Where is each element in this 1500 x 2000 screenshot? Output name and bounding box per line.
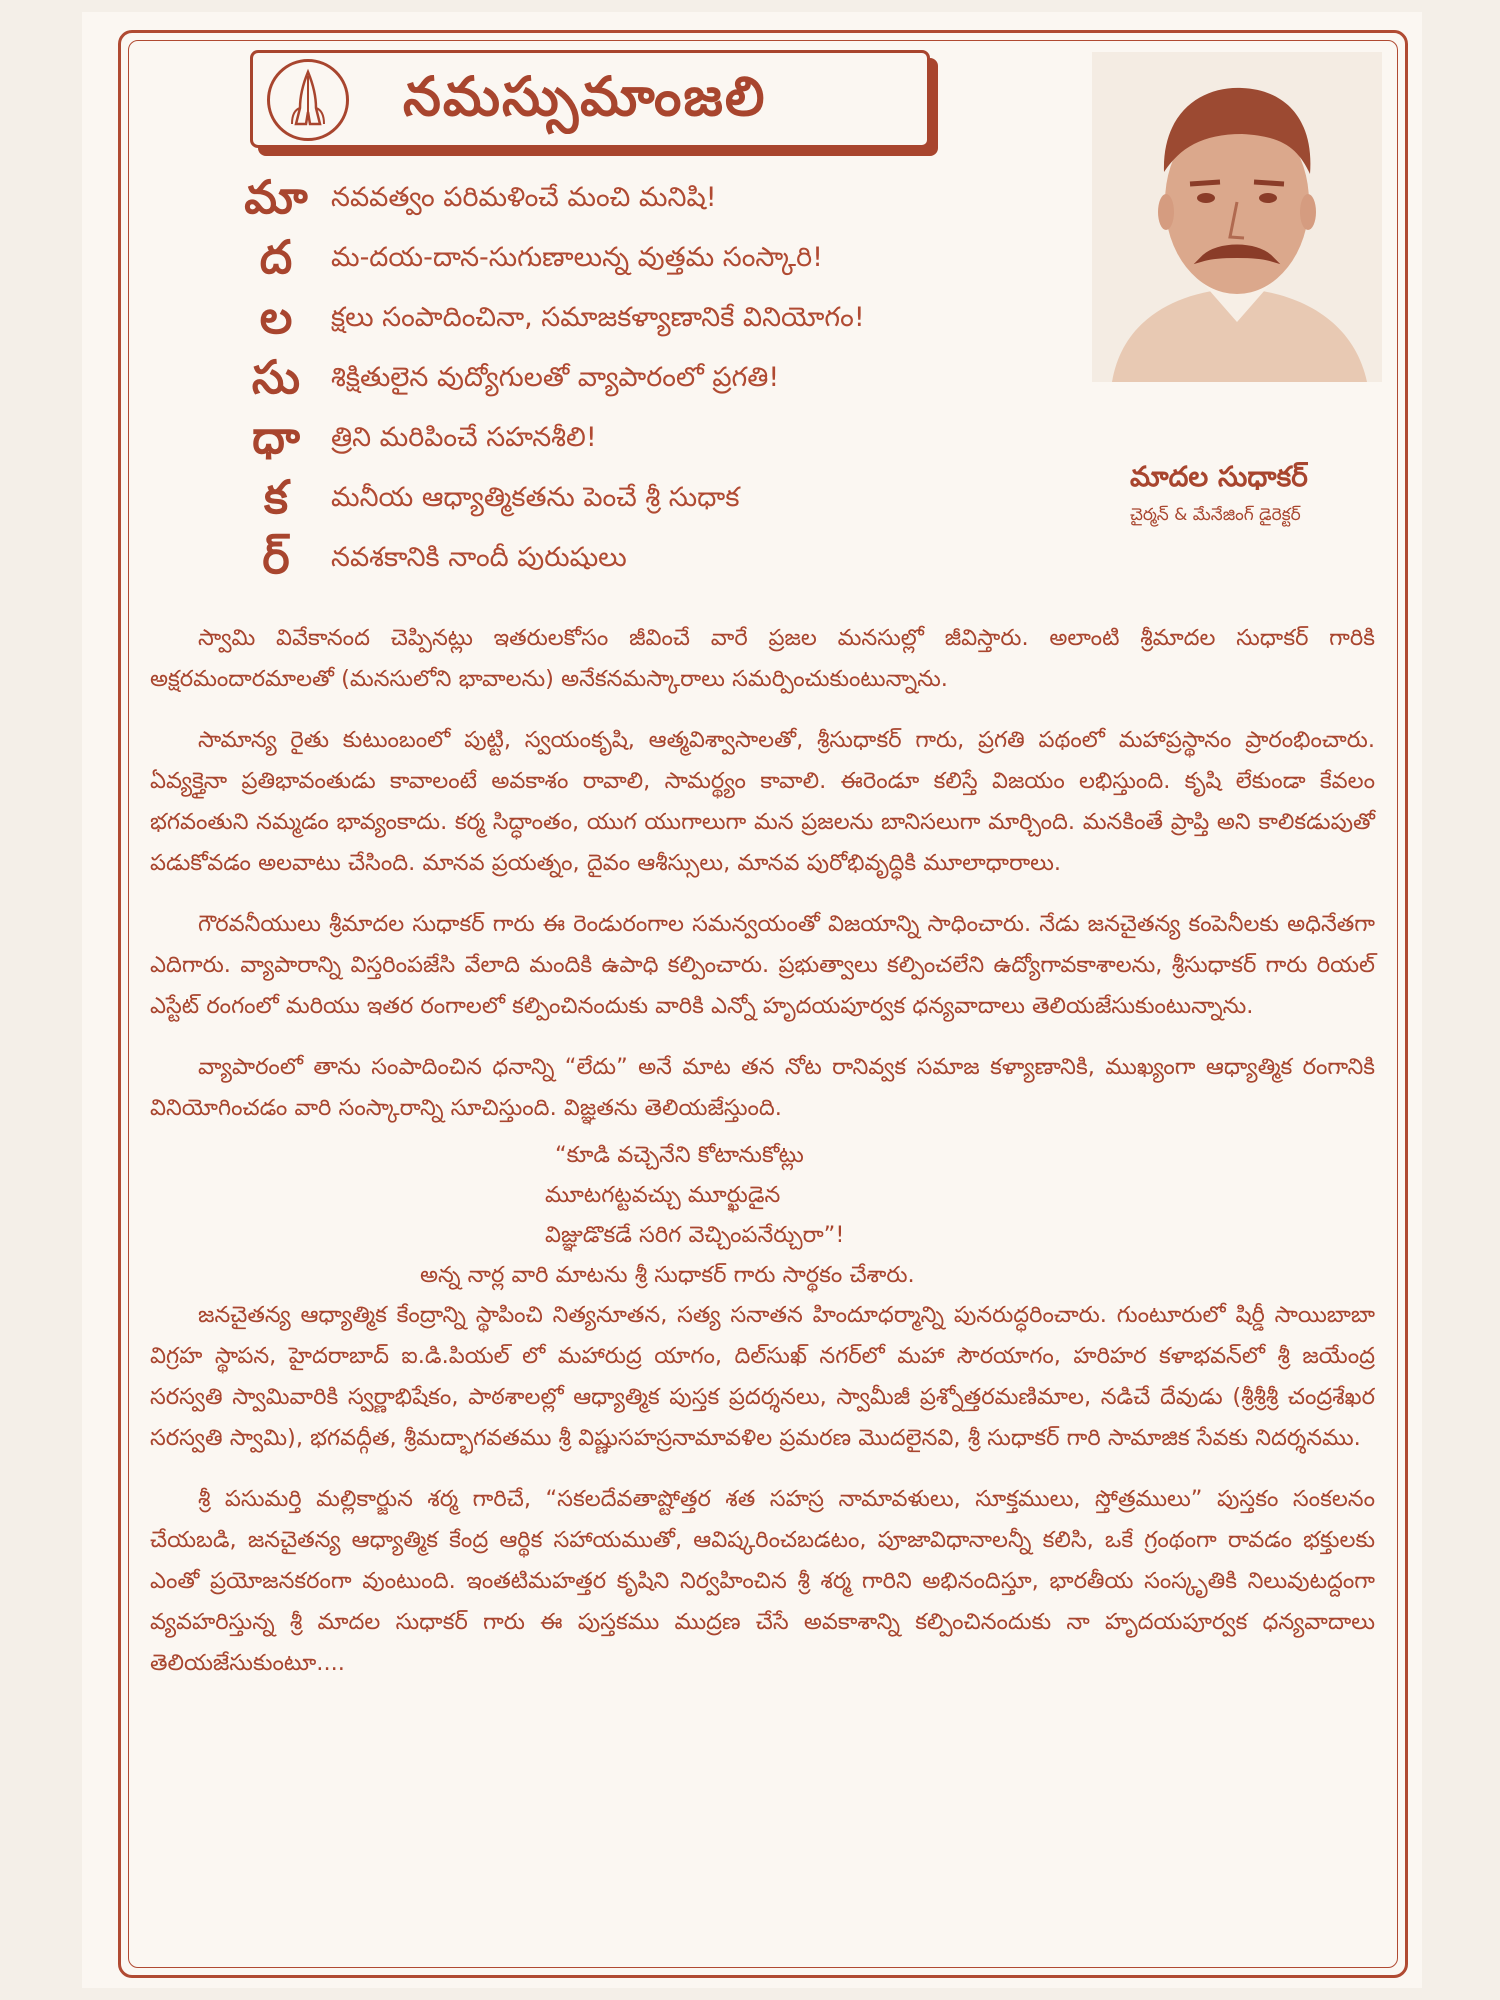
acrostic-letter: ద xyxy=(259,230,293,284)
paragraph: సామాన్య రైతు కుటుంబంలో పుట్టి, స్వయంకృషి, ఆత్మవిశ్వాసాలతో, శ్రీసుధాకర్ గారు, ప్రగతి పథంలో మహాప్రస్థానం ప్రారంభించారు. ఏవ్యక్తైనా ప్రతిభావంతుడు కావాలంటే అవకాశం రావాలి, సామర్థ్యం కావాలి. ఈరెండూ కలిస్తే విజయం లభిస్తుంది. కృషి లేకుండా కేవలం భగవంతుని నమ్మడం భావ్యంకాదు. కర్మ సిద్ధాంతం, యుగ యుగాలుగా మన ప్రజలను బానిసలుగా మార్చింది. మనకింతే ప్రాప్తి అని కాలికడుపుతో పడుకోవడం అలవాటు చేసింది. మానవ ప్రయత్నం, దైవం ఆశీస్సులు, మానవ పురోభివృద్ధికి మూలాధారాలు. xyxy=(150,727,1375,876)
poem-line: మూటగట్టవచ్చు మూర్ఖుడైన xyxy=(545,1182,781,1208)
portrait-photo xyxy=(1092,52,1382,382)
paragraph: వ్యాపారంలో తాను సంపాదించిన ధనాన్ని “లేదు” అనే మాట తన నోట రానివ్వక సమాజ కళ్యాణానికి, ముఖ్యంగా ఆధ్యాత్మిక రంగానికి వినియోగించడం వారి సంస్కారాన్ని సూచిస్తుంది. విజ్ఞతను తెలియజేస్తుంది. xyxy=(150,1054,1375,1121)
acrostic-letter: సు xyxy=(251,350,301,404)
acrostic-text: త్రిని మరిపించే సహనశీలి! xyxy=(331,422,597,453)
praying-hands-icon xyxy=(267,59,349,141)
acrostic-text: మ-దయ-దాన-సుగుణాలున్న వుత్తమ సంస్కారి! xyxy=(331,242,823,273)
acrostic-letter: ర్ xyxy=(262,530,290,584)
paragraph: గౌరవనీయులు శ్రీమాదల సుధాకర్ గారు ఈ రెండురంగాల సమన్వయంతో విజయాన్ని సాధించారు. నేడు జనచైతన్య కంపెనీలకు అధినేతగా ఎదిగారు. వ్యాపారాన్ని విస్తరింపజేసి వేలాది మందికి ఉపాధి కల్పించారు. ప్రభుత్వాలు కల్పించలేని ఉద్యోగావకాశాలను, శ్రీసుధాకర్ గారు రియల్ ఎస్టేట్ రంగంలో మరియు ఇతర రంగాలలో కల్పించినందుకు వారికి ఎన్నో హృదయపూర్వక ధన్యవాదాలు తెలియజేసుకుంటున్నాను. xyxy=(150,911,1375,1019)
page-title: నమస్సుమాంజలి xyxy=(403,65,767,128)
signature-name: మాదల సుధాకర్ xyxy=(1130,460,1308,493)
quoted-poem xyxy=(150,1135,1375,1295)
acrostic-text: క్షలు సంపాదించినా, సమాజకళ్యాణానికే వినియోగం! xyxy=(331,302,865,333)
acrostic-letter: ధా xyxy=(252,410,300,464)
title-banner xyxy=(250,50,930,148)
acrostic-text: శిక్షితులైన వుద్యోగులతో వ్యాపారంలో ప్రగతి! xyxy=(331,362,780,393)
acrostic-text: నవవత్వం పరిమళించే మంచి మనిషి! xyxy=(331,182,717,213)
poem-line: “కూడి వచ్చెనేని కోటానుకోట్లు xyxy=(555,1142,804,1168)
paragraph: శ్రీ పసుమర్తి మల్లికార్జున శర్మ గారిచే, “సకలదేవతాష్టోత్తర శత సహస్ర నామావళులు, సూక్తములు, స్తోత్రములు” పుస్తకం సంకలనం చేయబడి, జనచైతన్య ఆధ్యాత్మిక కేంద్ర ఆర్థిక సహాయముతో, ఆవిష్కరించబడటం, పూజావిధానాలన్నీ కలిసి, ఒకే గ్రంథంగా రావడం భక్తులకు ఎంతో ప్రయోజనకరంగా వుంటుంది. ఇంతటిమహత్తర కృషిని నిర్వహించిన శ్రీ శర్మ గారిని అభినందిస్తూ, భారతీయ సంస్కృతికి నిలువుటద్దంగా వ్యవహరిస్తున్న శ్రీ మాదల సుధాకర్ గారు ఈ పుస్తకము ముద్రణ చేసే అవకాశాన్ని కల్పించినందుకు నా హృదయపూర్వక ధన్యవాదాలు తెలియజేసుకుంటూ.... xyxy=(150,1486,1375,1676)
paragraph: స్వామి వివేకానంద చెప్పినట్లు ఇతరులకోసం జీవించే వారే ప్రజల మనసుల్లో జీవిస్తారు. అలాంటి శ్రీమాదల సుధాకర్ గారికి అక్షరమందారమాలతో (మనసులోని భావాలను) అనేకనమస్కారాలు సమర్పించుకుంటున్నాను. xyxy=(150,625,1375,692)
acrostic-text: మనీయ ఆధ్యాత్మికతను పెంచే శ్రీ సుధాక xyxy=(331,482,740,513)
acrostic-text: నవశకానికి నాందీ పురుషులు xyxy=(331,542,627,573)
poem-line: విజ్ఞుడొకడే సరిగ వెచ్చింపనేర్చురా”! xyxy=(545,1222,845,1248)
acrostic-letter: ల xyxy=(259,290,293,344)
article-body xyxy=(150,618,1375,1704)
poem-attribution: అన్న నార్ల వారి మాటను శ్రీ సుధాకర్ గారు సార్థకం చేశారు. xyxy=(420,1262,915,1288)
signature-title: చైర్మన్ & మేనేజింగ్ డైరెక్టర్ xyxy=(1130,505,1301,525)
paragraph: జనచైతన్య ఆధ్యాత్మిక కేంద్రాన్ని స్థాపించి నిత్యనూతన, సత్య సనాతన హిందూధర్మాన్ని పునరుద్ధరించారు. గుంటూరులో షిర్డీ సాయిబాబా విగ్రహ స్థాపన, హైదరాబాద్ ఐ.డి.పియల్ లో మహారుద్ర యాగం, దిల్‌సుఖ్ నగర్‌లో మహా సౌరయాగం, హరిహర కళాభవన్‌లో శ్రీ జయేంద్ర సరస్వతి స్వామివారికి స్వర్ణాభిషేకం, పాఠశాలల్లో ఆధ్యాత్మిక పుస్తక ప్రదర్శనలు, స్వామీజీ ప్రశ్నోత్తరమణిమాల, నడిచే దేవుడు (శ్రీశ్రీశ్రీ చంద్రశేఖర సరస్వతి స్వామి), భగవద్గీత, శ్రీమద్భాగవతము శ్రీ విష్ణుసహస్రనామావళిల ప్రమరణ మొదలైనవి, శ్రీ సుధాకర్ గారి సామాజిక సేవకు నిదర్శనము. xyxy=(150,1302,1375,1451)
acrostic-letter: మా xyxy=(244,170,308,224)
acrostic-letter: క xyxy=(263,470,288,524)
